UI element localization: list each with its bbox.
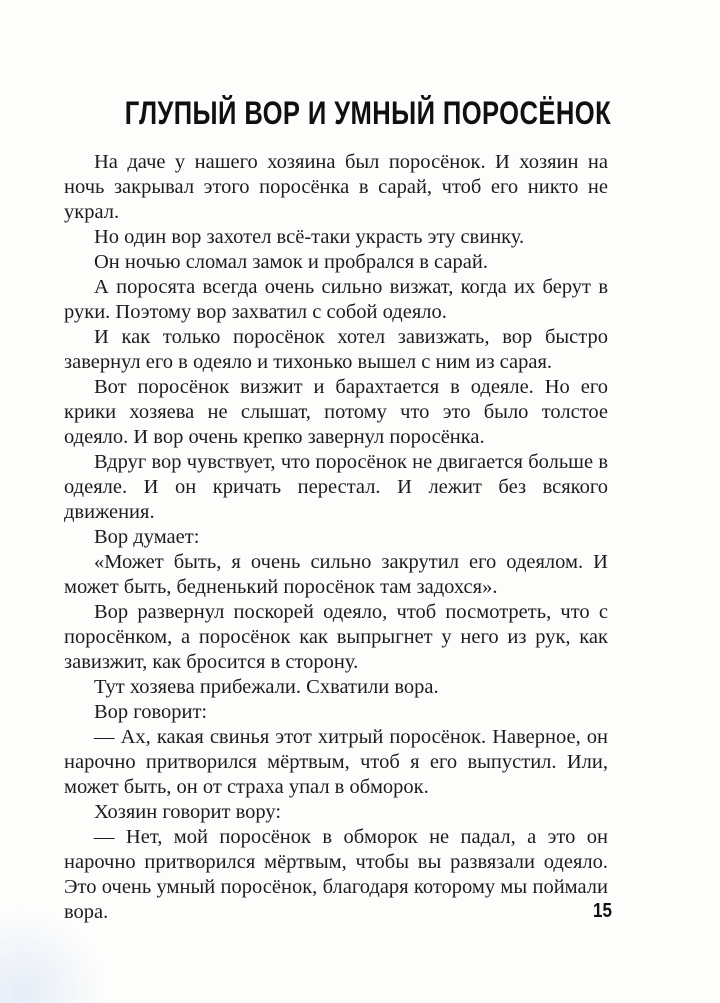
- story-paragraph: Он ночью сломал замок и пробрался в сарай.: [94, 251, 488, 273]
- story-paragraph: «Может быть, я очень сильно закрутил его одеялом. И может быть, бедненький поросёнок там задохся».: [64, 551, 608, 598]
- story-paragraph: А поросята всегда очень сильно визжат, когда их берут в руки. Поэтому вор захватил с собой одеяло.: [64, 276, 608, 323]
- story-paragraph: Хозяин говорит вору:: [94, 801, 282, 823]
- story-title-text: ГЛУПЫЙ ВОР И УМНЫЙ ПОРОСЁНОК: [124, 95, 612, 131]
- story-paragraph: Вор развернул поскорей одеяло, чтоб посмотреть, что с поросёнком, а поросёнок как выпрыгнет у него из рук, как завизжит, как бросится в сторону.: [64, 601, 608, 673]
- story-content: [64, 94, 612, 925]
- story-paragraph: Тут хозяева прибежали. Схватили вора.: [94, 676, 439, 698]
- story-paragraph: — Нет, мой поросёнок в обморок не падал, а это он нарочно притворился мёртвым, чтобы вы развязали одеяло. Это очень умный поросёнок, благодаря которому мы поймали вора.: [64, 826, 608, 923]
- story-paragraph: На даче у нашего хозяина был поросёнок. И хозяин на ночь закрывал этого поросёнка в сарай, чтоб его никто не украл.: [64, 151, 608, 223]
- story-paragraph: — Ах, какая свинья этот хитрый поросёнок. Наверное, он нарочно притворился мёртвым, чтоб я его выпустил. Или, может быть, он от страха упал в обморок.: [64, 726, 608, 798]
- story-paragraph: Вдруг вор чувствует, что поросёнок не двигается больше в одеяле. И он кричать перестал. И лежит без всякого движения.: [64, 451, 608, 523]
- story-paragraph: Вор говорит:: [94, 701, 208, 723]
- story-paragraph: Вор думает:: [94, 526, 200, 548]
- page-number: 15: [593, 900, 612, 922]
- story-paragraph: Вот поросёнок визжит и барахтается в одеяле. Но его крики хозяева не слышат, потому что это было толстое одеяло. И вор очень крепко завернул поросёнка.: [64, 376, 608, 448]
- story-title: [64, 94, 612, 132]
- story-body: [64, 150, 608, 925]
- story-paragraph: И как только поросёнок хотел завизжать, вор быстро завернул его в одеяло и тихонько вышел с ним из сарая.: [64, 326, 608, 373]
- story-paragraph: Но один вор захотел всё-таки украсть эту свинку.: [94, 226, 525, 248]
